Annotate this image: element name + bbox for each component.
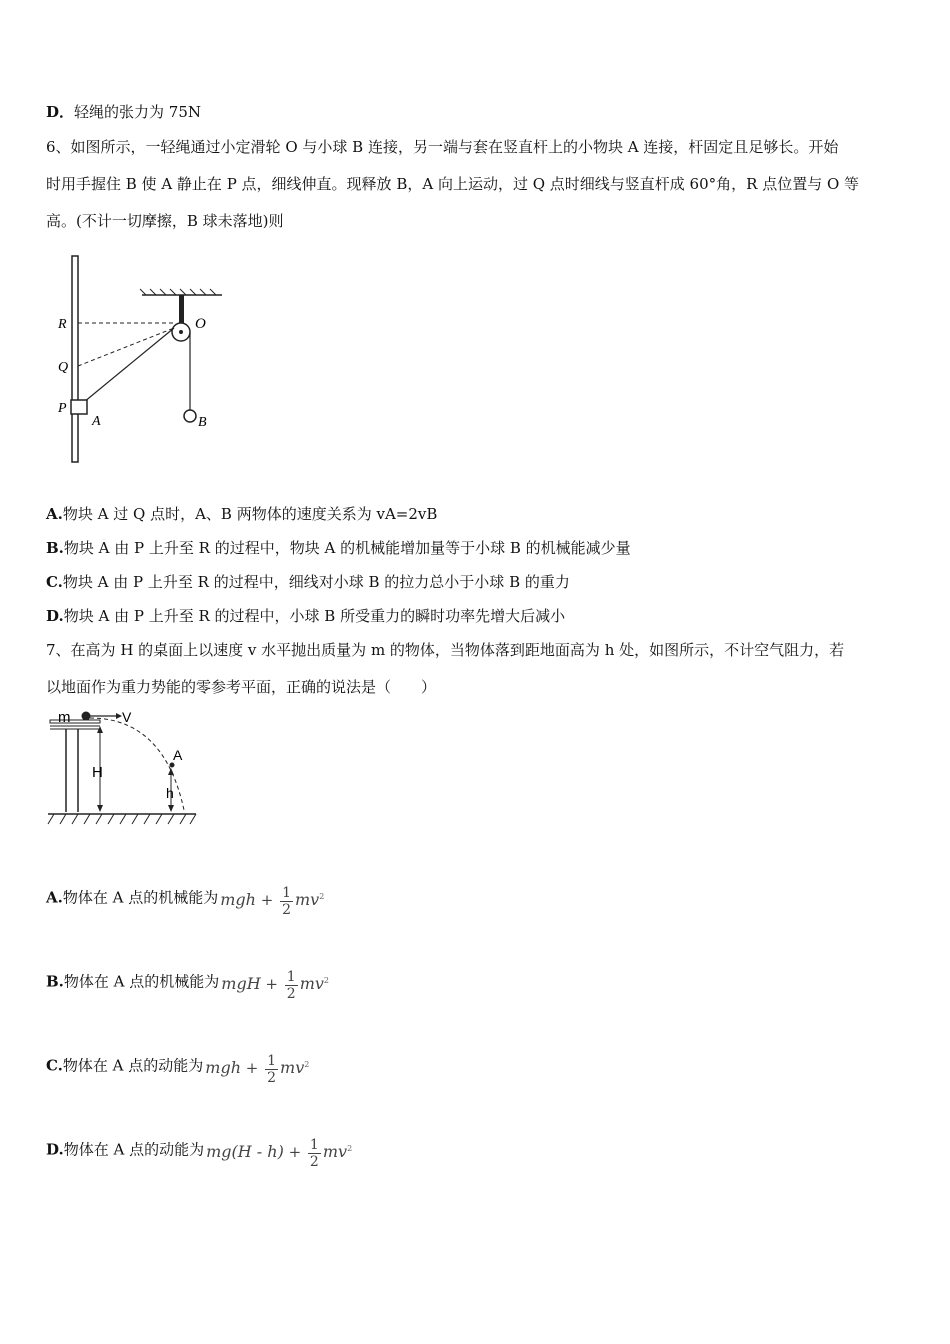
q6-stem-line-3: 高。(不计一切摩擦，B 球未落地)则: [46, 212, 284, 230]
q7-option-c-formula: mgh + $\frac{1}{2}$ $mv^2$: [205, 1052, 310, 1086]
q6-option-b[interactable]: B.物块 A 由 P 上升至 R 的过程中，物块 A 的机械能增加量等于小球 B 的机械能减少量: [46, 539, 631, 557]
vertical-rod: [72, 256, 78, 462]
label-b: B: [198, 415, 207, 430]
q7-option-d[interactable]: D.物体在 A 点的动能为 mg(H - h) + $\frac{1}{2}$ $mv^2$: [46, 1130, 352, 1171]
label-h: h: [166, 785, 174, 801]
label-a: A: [92, 414, 101, 429]
q7-stem-line-1: 7、在高为 H 的桌面上以速度 v 水平抛出质量为 m 的物体，当物体落到距地面高为 h 处，如图所示，不计空气阻力，若: [46, 641, 845, 659]
q6-option-c[interactable]: C.物块 A 由 P 上升至 R 的过程中，细线对小球 B 的拉力总小于小球 B 的重力: [46, 573, 570, 591]
q7-option-b-formula: mgH + $\frac{1}{2}$ $mv^2$: [221, 968, 329, 1002]
q7-option-c[interactable]: C.物体在 A 点的动能为 mgh + $\frac{1}{2}$ $mv^2$: [46, 1046, 309, 1087]
label-q: Q: [58, 360, 69, 375]
q7-stem-line-2: 以地面作为重力势能的零参考平面，正确的说法是（ ）: [46, 678, 437, 696]
q6-stem-line-2: 时用手握住 B 使 A 静止在 P 点，细线伸直。现释放 B，A 向上运动，过 Q 点时细线与竖直杆成 60°角，R 点位置与 O 等: [46, 175, 860, 193]
q6-option-d[interactable]: D.物块 A 由 P 上升至 R 的过程中，小球 B 所受重力的瞬时功率先增大后减小: [46, 607, 566, 625]
block-a: [71, 400, 87, 414]
q6-stem-line-1: 6、如图所示，一轻绳通过小定滑轮 O 与小球 B 连接，另一端与套在竖直杆上的小物块 A 连接，杆固定且足够长。开始: [46, 138, 839, 156]
q7-projectile-figure: [44, 706, 204, 832]
label-r: R: [58, 317, 67, 332]
q5-option-d: D．轻绳的张力为 75N: [46, 103, 201, 121]
label-H: H: [92, 764, 103, 781]
ball-m: [82, 712, 91, 721]
label-o: O: [195, 316, 206, 332]
q6-number: 6、: [46, 138, 71, 156]
q7-option-d-formula: mg(H - h) + $\frac{1}{2}$ $mv^2$: [206, 1136, 353, 1170]
q7-option-b[interactable]: B.物体在 A 点的机械能为 mgH + $\frac{1}{2}$ $mv^2$: [46, 962, 329, 1003]
ball-b: [184, 410, 196, 422]
q7-number: 7、: [46, 641, 71, 659]
label-a-point: A: [173, 747, 183, 763]
label-m: m: [58, 709, 71, 726]
label-v: V: [122, 709, 132, 725]
point-a: [170, 763, 175, 768]
q6-option-a[interactable]: A.物块 A 过 Q 点时，A、B 两物体的速度关系为 vA=2vB: [46, 505, 438, 523]
label-p: P: [58, 401, 67, 416]
q7-option-a-formula: mgh + $\frac{1}{2}$ $mv^2$: [220, 884, 325, 918]
q6-pulley-figure: [50, 250, 240, 470]
q7-option-a[interactable]: A.物体在 A 点的机械能为 mgh + $\frac{1}{2}$ $mv^2$: [46, 878, 324, 919]
q5-option-d-text: 轻绳的张力为 75N: [74, 103, 201, 121]
